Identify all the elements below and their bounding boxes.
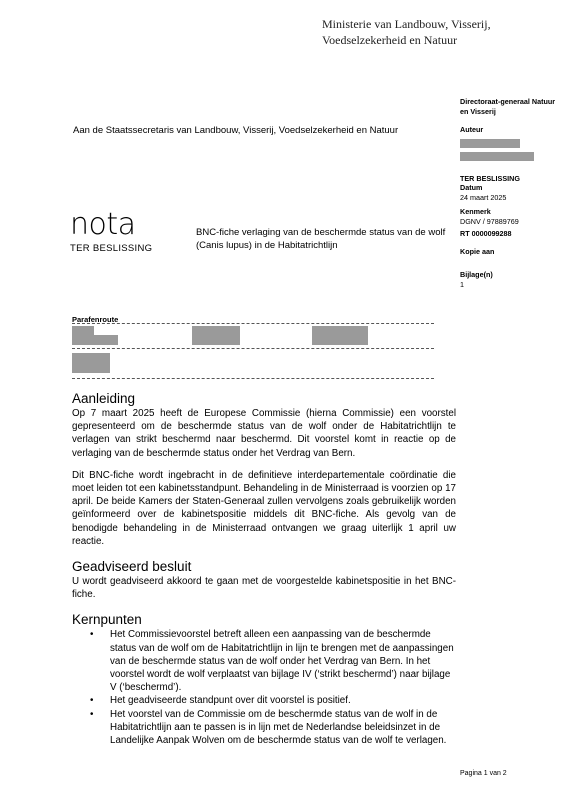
decision-label: TER BESLISSING bbox=[460, 173, 520, 183]
aanleiding-paragraph-2: Dit BNC-fiche wordt ingebracht in de definitieve interdepartementale coördinatie die moet leiden tot een kabinetsstandpunt. Behandeling in de Ministerraad is voorzien op 17 april. De beide Kamers der Staten-Generaal zullen vervolgens zoals gebruikelijk worden geïnformeerd over de kabinetspositie middels dit BNC-fiche. Als gevolg van de benodigde behandeling in de Ministerraad ontvangen we graag uiterlijk 1 april uw reactie. bbox=[72, 469, 456, 547]
kernpunten-list bbox=[72, 628, 456, 747]
body bbox=[72, 390, 456, 747]
parafenroute-label: Parafenroute bbox=[72, 315, 119, 324]
besluit-paragraph: U wordt geadviseerd akkoord te gaan met de voorgestelde kabinetspositie in het BNC-fiche. bbox=[72, 576, 456, 601]
redaction-block bbox=[192, 326, 240, 345]
directorate-line1: Directoraat-generaal Natuur bbox=[460, 97, 556, 106]
redaction-block bbox=[72, 326, 94, 345]
date-label: Datum bbox=[460, 183, 483, 192]
nota-title: nota bbox=[70, 207, 136, 242]
heading-kernpunten: Kernpunten bbox=[72, 612, 142, 628]
list-item: • Het geadviseerde standpunt over dit voorstel is positief. bbox=[90, 695, 351, 707]
list-item: • Het Commissievoorstel betreft alleen een aanpassing van de beschermde status van de wolf om de Habitatrichtlijn in lijn te brengen met de aanpassingen van de beschermde status van de wolf onder het Verdrag van Bern. In het voorstel wordt de wolf verplaatst van bijlage IV (‘strikt beschermd’) naar bijlage V (‘beschermd’). bbox=[90, 629, 454, 694]
aanleiding-paragraph-1: Op 7 maart 2025 heeft de Europese Commissie (hierna Commissie) een voorstel gepresenteerd om de beschermde status van de wolf onder de Habitatrichtlijn te verlagen van strikt beschermd naar beschermd. Dit voorstel komt in reactie op de verlaging van de beschermde status onder het Verdrag van Bern. bbox=[72, 408, 456, 459]
bullet-icon: • bbox=[90, 629, 94, 641]
redaction-block bbox=[94, 335, 118, 345]
rt-value: RT 0000099288 bbox=[460, 229, 512, 238]
redaction-block bbox=[312, 326, 368, 345]
ministry-name-line2: Voedselzekerheid en Natuur bbox=[322, 33, 458, 47]
sidebar-metadata bbox=[460, 97, 575, 289]
bullet-icon: • bbox=[90, 695, 94, 707]
parafenroute-line bbox=[72, 378, 434, 379]
author-label: Auteur bbox=[460, 125, 484, 134]
reference-value: DGNV / 97889769 bbox=[460, 216, 519, 226]
heading-aanleiding: Aanleiding bbox=[72, 391, 136, 406]
directorate-line2: en Visserij bbox=[460, 106, 496, 116]
attachments-value: 1 bbox=[460, 279, 464, 289]
copy-label: Kopie aan bbox=[460, 246, 495, 256]
attachments-label: Bijlage(n) bbox=[460, 270, 493, 279]
bullet-icon: • bbox=[90, 708, 94, 720]
ministry-name-line1: Ministerie van Landbouw, Visserij, bbox=[322, 17, 491, 31]
ministry-name bbox=[322, 16, 562, 48]
parafenroute-line bbox=[72, 348, 434, 349]
list-item: • Het voorstel van de Commissie om de beschermde status van de wolf in de Habitatrichtlijn aan te passen is in lijn met de Nederlandse beleidsinzet in de Landelijke Aanpak Wolven om de beschermde status van de wolf te verlagen. bbox=[90, 708, 447, 747]
heading-besluit: Geadviseerd besluit bbox=[72, 559, 192, 575]
redaction-block bbox=[72, 353, 110, 373]
redaction-block bbox=[460, 152, 534, 161]
reference-label: Kenmerk bbox=[460, 207, 491, 216]
nota-subtitle: TER BESLISSING bbox=[70, 243, 153, 254]
parafenroute-line bbox=[72, 323, 434, 324]
nota-subject: BNC-fiche verlaging van de beschermde status van de wolf (Canis lupus) in de Habitatrichtlijn bbox=[196, 227, 446, 251]
page-number: Pagina 1 van 2 bbox=[460, 770, 507, 777]
addressee: Aan de Staatssecretaris van Landbouw, Visserij, Voedselzekerheid en Natuur bbox=[73, 125, 399, 136]
redaction-block bbox=[460, 139, 520, 148]
date-value: 24 maart 2025 bbox=[460, 192, 507, 202]
